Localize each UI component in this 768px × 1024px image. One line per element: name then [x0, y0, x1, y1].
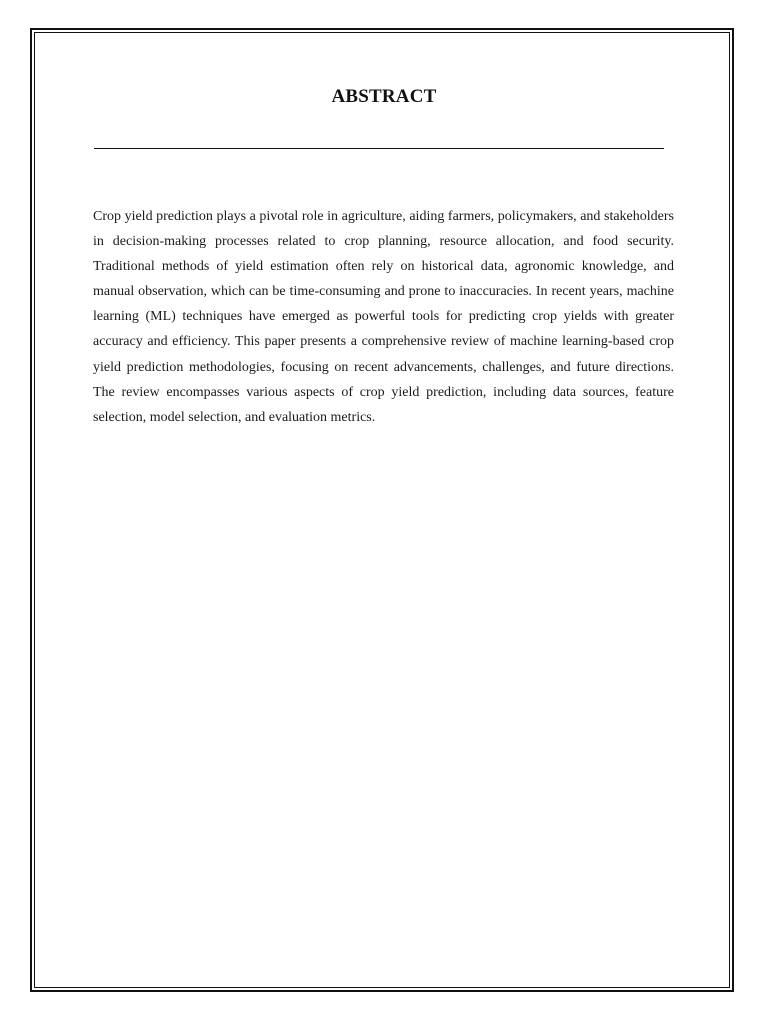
- page-border-inner: [34, 32, 730, 988]
- abstract-body: Crop yield prediction plays a pivotal role in agriculture, aiding farmers, policymakers, and stakeholders in decision-making processes related to crop planning, resource allocation, and food security. Traditional methods of yield estimation often rely on historical data, agronomic knowledge, and manual observation, which can be time-consuming and prone to inaccuracies. In recent years, machine learning (ML) techniques have emerged as powerful tools for predicting crop yields with greater accuracy and efficiency. This paper presents a comprehensive review of machine learning-based crop yield prediction methodologies, focusing on recent advancements, challenges, and future directions. The review encompasses various aspects of crop yield prediction, including data sources, feature selection, model selection, and evaluation metrics.: [93, 209, 674, 425]
- abstract-title: ABSTRACT: [331, 86, 437, 107]
- title-divider: [94, 148, 664, 149]
